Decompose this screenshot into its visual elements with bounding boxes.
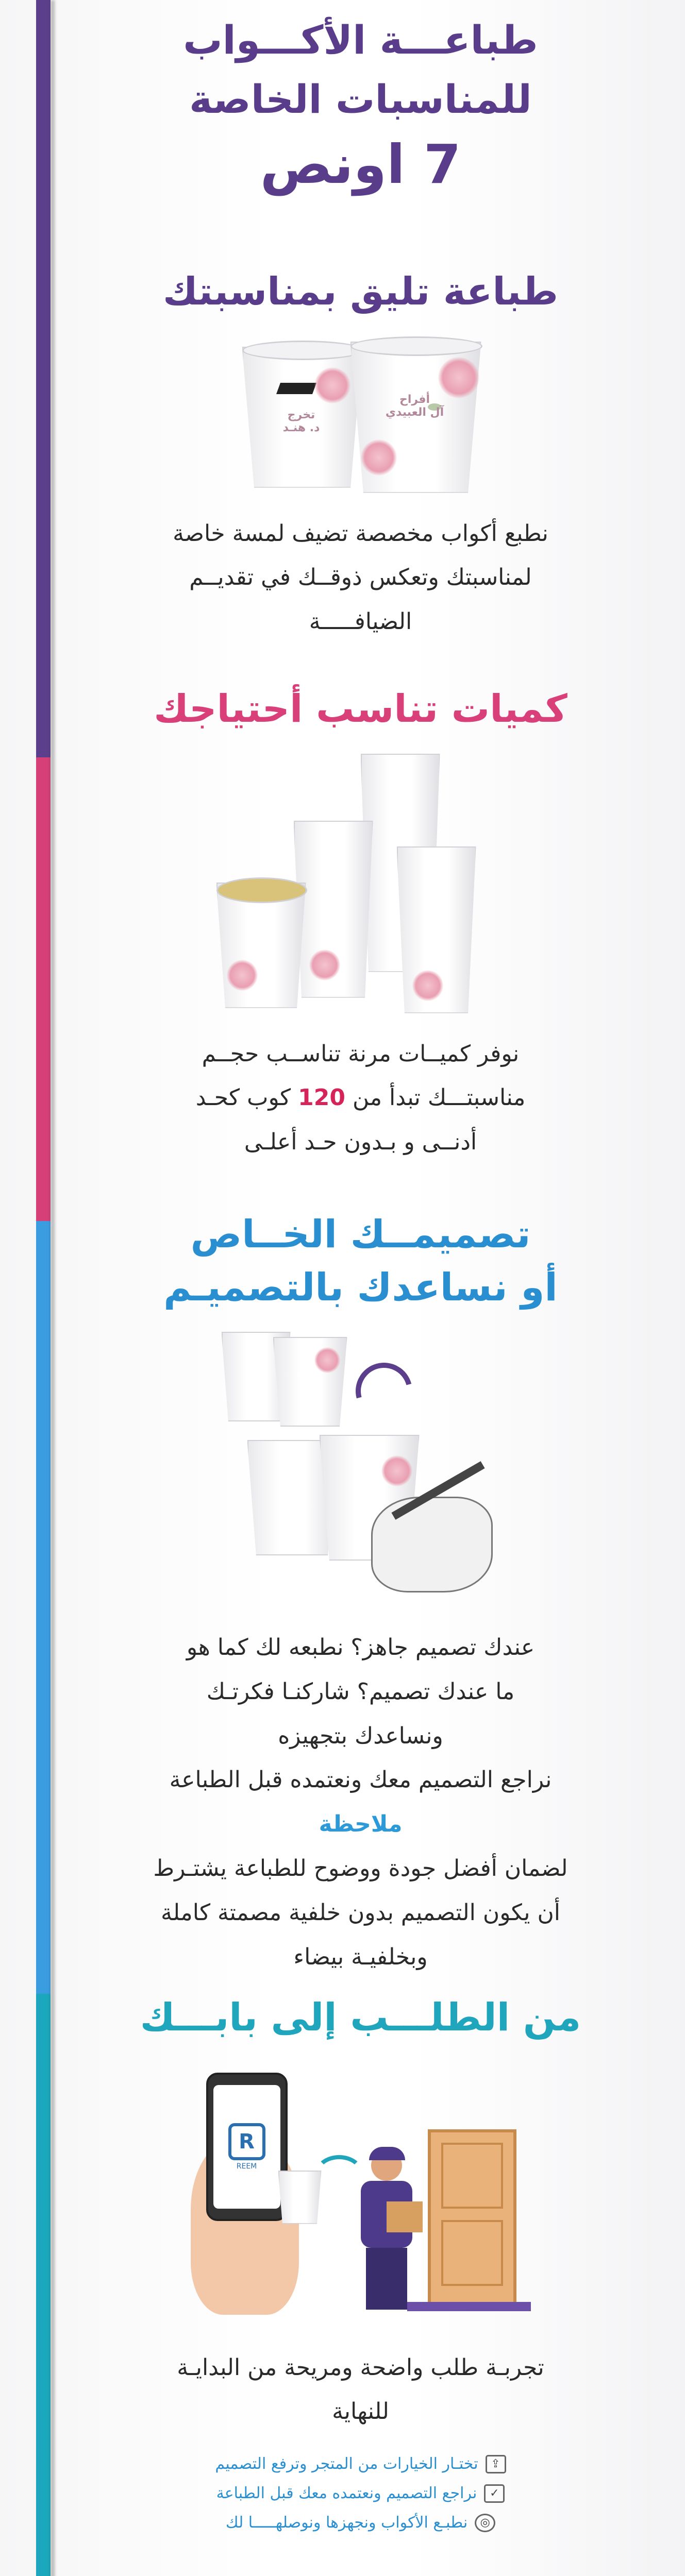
sketch-hand xyxy=(371,1497,493,1592)
section3-line: نراجع التصميم معك ونعتمده قبل الطباعة xyxy=(169,1767,552,1793)
section3-line: عندك تصميم جاهز؟ نطبعه لك كما هو xyxy=(186,1634,535,1660)
section-delivery-flow xyxy=(77,1994,644,2537)
cup-rim xyxy=(350,336,482,356)
side-stripe-purple xyxy=(36,0,51,757)
section3-title-line1: تصميمــك الخــاص xyxy=(190,1212,531,1257)
note-line: وبخلفيـة بيضاء xyxy=(293,1943,428,1970)
door-mat xyxy=(407,2302,531,2311)
feature-text: نراجع التصميم ونعتمده معك قبل الطباعة xyxy=(216,2484,477,2503)
cups-illustration xyxy=(242,336,479,491)
feature-item xyxy=(77,2508,644,2537)
side-stripe-cyan xyxy=(36,1994,51,2576)
section1-line: نطبع أكواب مخصصة تضيف لمسة خاصة xyxy=(173,520,548,547)
cup-left-text: تخرج د. هنـد xyxy=(282,408,320,434)
header-line2: للمناسبات الخاصة xyxy=(189,76,532,122)
section-printing xyxy=(77,268,644,644)
flower-decoration xyxy=(412,970,443,1001)
section4-body xyxy=(77,2346,644,2434)
graduation-cap-icon xyxy=(276,383,316,394)
flower-decoration xyxy=(381,1455,412,1486)
phone-screen xyxy=(213,2085,280,2209)
feature-list xyxy=(77,2449,644,2537)
cup-right-text: أفراح آل العبيدي xyxy=(385,393,444,419)
design-illustration xyxy=(216,1332,505,1610)
door-panel xyxy=(441,2220,503,2286)
delivery-illustration xyxy=(180,2067,541,2325)
arrow-icon xyxy=(345,1352,422,1430)
logo-icon: R xyxy=(228,2123,265,2160)
flower-decoration xyxy=(314,367,350,403)
side-stripe-pink xyxy=(36,757,51,1221)
section-design xyxy=(77,1211,644,1979)
phone-logo-text: REEM xyxy=(236,2162,257,2171)
section2-line xyxy=(77,1076,644,1120)
section2-line: نوفر كميــات مرنة تناســب حجــم xyxy=(202,1040,520,1067)
note-line: أن يكون التصميم بدون خلفية مصمتة كاملة xyxy=(160,1899,560,1926)
package-icon: ◎ xyxy=(475,2514,495,2532)
section2-line-part: مناسبتـــك تبدأ من xyxy=(352,1084,526,1111)
side-stripe-blue xyxy=(36,1221,51,1994)
note-label: ملاحظة xyxy=(319,1811,403,1838)
flower-decoration xyxy=(361,439,397,476)
min-quantity: 120 xyxy=(298,1084,345,1111)
section4-line: تجربـة طلب واضحة ومريحة من البدايـة xyxy=(177,2354,544,2381)
flower-decoration xyxy=(314,1347,340,1373)
upload-icon: ⇪ xyxy=(486,2455,506,2473)
section2-line-part: كوب كحـد xyxy=(195,1084,291,1111)
stripe-shadow xyxy=(51,0,55,2576)
section1-line: لمناسبتك وتعكس ذوقــك في تقديــم xyxy=(189,564,532,591)
section2-body xyxy=(77,1032,644,1164)
coffee-top xyxy=(216,877,307,903)
feature-item xyxy=(77,2479,644,2508)
feature-text: نطبـع الأكواب ونجهزها ونوصلهـــــا لك xyxy=(225,2514,468,2532)
section1-body xyxy=(77,512,644,644)
section2-title: كميات تناسب أحتياجك xyxy=(154,687,567,731)
section-quantities xyxy=(77,685,644,1164)
feature-text: تختـار الخيارات من المتجر وترفع التصميم xyxy=(215,2455,478,2473)
section3-line: ما عندك تصميم؟ شاركنـا فكرتـك xyxy=(206,1678,515,1705)
section3-title-line2: أو نساعدك بالتصميـم xyxy=(163,1265,558,1310)
section3-line: ونساعدك بتجهيزه xyxy=(278,1722,443,1749)
person-cap xyxy=(369,2147,405,2160)
section3-body xyxy=(77,1625,644,1979)
note-line: لضمان أفضل جودة ووضوح للطباعة يشتـرط xyxy=(153,1855,568,1882)
checkbox-icon: ✓ xyxy=(484,2484,505,2503)
cup-rim xyxy=(242,341,364,360)
delivery-person xyxy=(350,2150,423,2315)
section4-line: للنهاية xyxy=(332,2398,389,2425)
section1-line: الضيافـــــة xyxy=(309,608,412,635)
section4-title: من الطلـــب إلى بابـــك xyxy=(140,1995,581,2040)
package-box xyxy=(387,2201,423,2232)
flower-decoration xyxy=(227,960,258,991)
header-line1: طباعـــة الأكـــواب xyxy=(183,17,538,63)
flower-decoration xyxy=(438,357,479,398)
flower-decoration xyxy=(309,950,340,980)
header xyxy=(77,15,644,198)
feature-item xyxy=(77,2449,644,2479)
section2-line: أدنــى و بـدون حـد أعلـى xyxy=(244,1129,477,1156)
section1-title: طباعة تليق بمناسبتك xyxy=(162,269,559,314)
phone-image xyxy=(206,2073,288,2221)
door-panel xyxy=(441,2143,503,2209)
cup-stacks-illustration xyxy=(216,754,505,1011)
header-line3: 7 اونص xyxy=(260,133,461,196)
person-legs xyxy=(366,2248,407,2310)
door-image xyxy=(428,2129,516,2306)
